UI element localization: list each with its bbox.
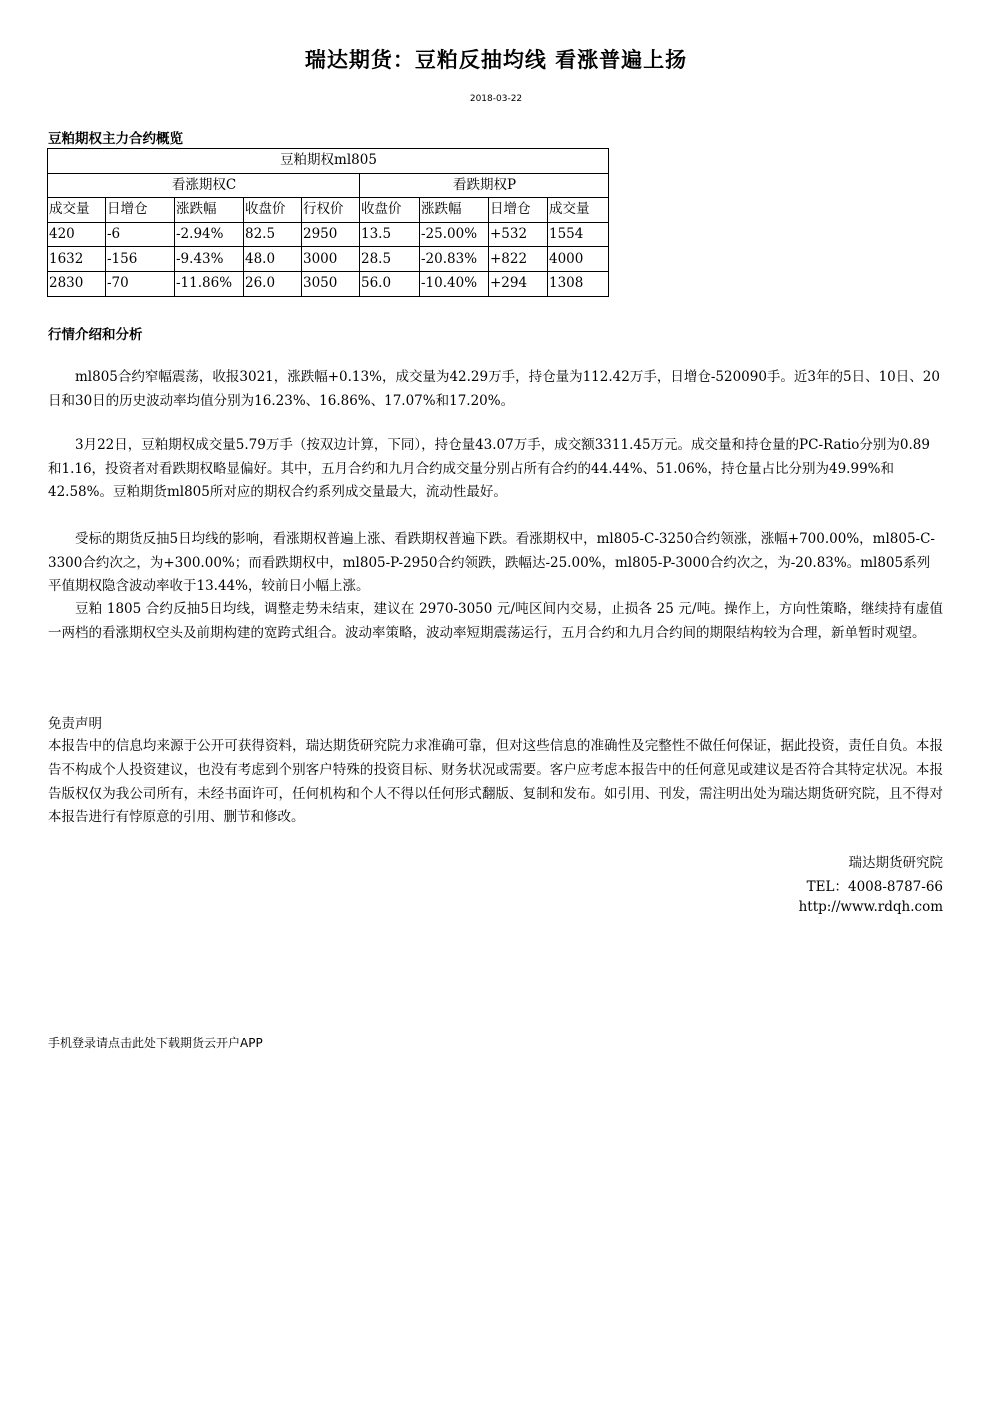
table-cell: -20.83% [420, 247, 489, 272]
table-cell: 28.5 [360, 247, 420, 272]
column-header: 行权价 [302, 198, 360, 223]
column-header: 收盘价 [244, 198, 302, 223]
column-header: 收盘价 [360, 198, 420, 223]
table-cell: +532 [489, 222, 548, 247]
table-cell: -70 [106, 271, 175, 296]
analysis-paragraph-4: 豆粕 1805 合约反抽5日均线，调整走势未结束，建议在 2970-3050 元/吨区间内交易，止损各 25 元/吨。操作上，方向性策略，继续持有虚值一两档的看涨期权空头及前期构建的宽跨式组合。波动率策略，波动率短期震荡运行，五月合约和九月合约间的期限结构较为合理，新单暂时观望。 [48, 601, 943, 641]
column-header: 成交量 [548, 198, 609, 223]
table-caption-row [48, 149, 609, 174]
table-cell: -11.86% [175, 271, 244, 296]
options-table [47, 148, 609, 297]
table-cell: 26.0 [244, 271, 302, 296]
analysis-paragraph-3: 受标的期货反抽5日均线的影响，看涨期权普遍上涨、看跌期权普遍下跌。看涨期权中，ml805-C-3250合约领涨，涨幅+700.00%，ml805-C-3300合约次之，为+300.00%；而看跌期权中，ml805-P-2950合约领跌，跌幅达-25.00%，ml805-P-3000合约次之，为-20.83%。ml805系列平值期权隐含波动率收于13.44%，较前日小幅上涨。 [48, 531, 935, 594]
table-cell: 2830 [48, 271, 106, 296]
report-title: 瑞达期货：豆粕反抽均线 看涨普遍上扬 [304, 48, 688, 72]
table-header-row [48, 198, 609, 223]
download-app-link[interactable]: 手机登录请点击此处下载期货云开户APP [48, 1036, 263, 1050]
table-cell: 1308 [548, 271, 609, 296]
column-header: 涨跌幅 [175, 198, 244, 223]
table-cell: +294 [489, 271, 548, 296]
table-row [48, 247, 609, 272]
signature-org: 瑞达期货研究院 [848, 855, 943, 871]
table-cell: -10.40% [420, 271, 489, 296]
column-header: 涨跌幅 [420, 198, 489, 223]
table-row [48, 271, 609, 296]
table-cell: 13.5 [360, 222, 420, 247]
table-cell: 420 [48, 222, 106, 247]
table-cell: 1554 [548, 222, 609, 247]
table-cell: 4000 [548, 247, 609, 272]
table-cell: -156 [106, 247, 175, 272]
table-caption: 豆粕期权ml805 [48, 149, 609, 174]
table-cell: 2950 [302, 222, 360, 247]
column-header: 成交量 [48, 198, 106, 223]
table-cell: 3000 [302, 247, 360, 272]
table-cell: -2.94% [175, 222, 244, 247]
column-header: 日增仓 [106, 198, 175, 223]
table-row [48, 222, 609, 247]
section-heading-overview: 豆粕期权主力合约概览 [48, 131, 183, 147]
table-cell: 3050 [302, 271, 360, 296]
section-heading-analysis: 行情介绍和分析 [48, 327, 143, 343]
put-header: 看跌期权P [360, 173, 609, 198]
table-cell: 82.5 [244, 222, 302, 247]
table-cell: +822 [489, 247, 548, 272]
table-cell: -9.43% [175, 247, 244, 272]
disclaimer-heading: 免责声明 [48, 716, 102, 732]
disclaimer-text: 本报告中的信息均来源于公开可获得资料，瑞达期货研究院力求准确可靠，但对这些信息的准确性及完整性不做任何保证，据此投资，责任自负。本报告不构成个人投资建议，也没有考虑到个别客户特殊的投资目标、财务状况或需要。客户应考虑本报告中的任何意见或建议是否符合其特定状况。本报告版权仅为我公司所有，未经书面许可，任何机构和个人不得以任何形式翻版、复制和发布。如引用、刊发，需注明出处为瑞达期货研究院，且不得对本报告进行有悖原意的引用、删节和修改。 [48, 738, 943, 826]
table-cell: 56.0 [360, 271, 420, 296]
analysis-paragraph-2: 3月22日，豆粕期权成交量5.79万手（按双边计算，下同），持仓量43.07万手，成交额3311.45万元。成交量和持仓量的PC-Ratio分别为0.89和1.16，投资者对看跌期权略显偏好。其中，五月合约和九月合约成交量分别占所有合约的44.44%、51.06%，持仓量占比分别为49.99%和42.58%。豆粕期货ml805所对应的期权合约系列成交量最大，流动性最好。 [48, 437, 930, 500]
analysis-paragraph-1: ml805合约窄幅震荡，收报3021，涨跌幅+0.13%，成交量为42.29万手，持仓量为112.42万手，日增仓-520090手。近3年的5日、10日、20日和30日的历史波动率均值分别为16.23%、16.86%、17.07%和17.20%。 [48, 369, 940, 409]
table-cell: 48.0 [244, 247, 302, 272]
table-cell: 1632 [48, 247, 106, 272]
report-date: 2018-03-22 [469, 94, 523, 104]
column-header: 日增仓 [489, 198, 548, 223]
table-cell: -6 [106, 222, 175, 247]
table-cell: -25.00% [420, 222, 489, 247]
call-header: 看涨期权C [48, 173, 360, 198]
signature-tel: TEL：4008-8787-66 [806, 879, 943, 895]
signature-url[interactable]: http://www.rdqh.com [798, 899, 943, 915]
table-group-row [48, 173, 609, 198]
